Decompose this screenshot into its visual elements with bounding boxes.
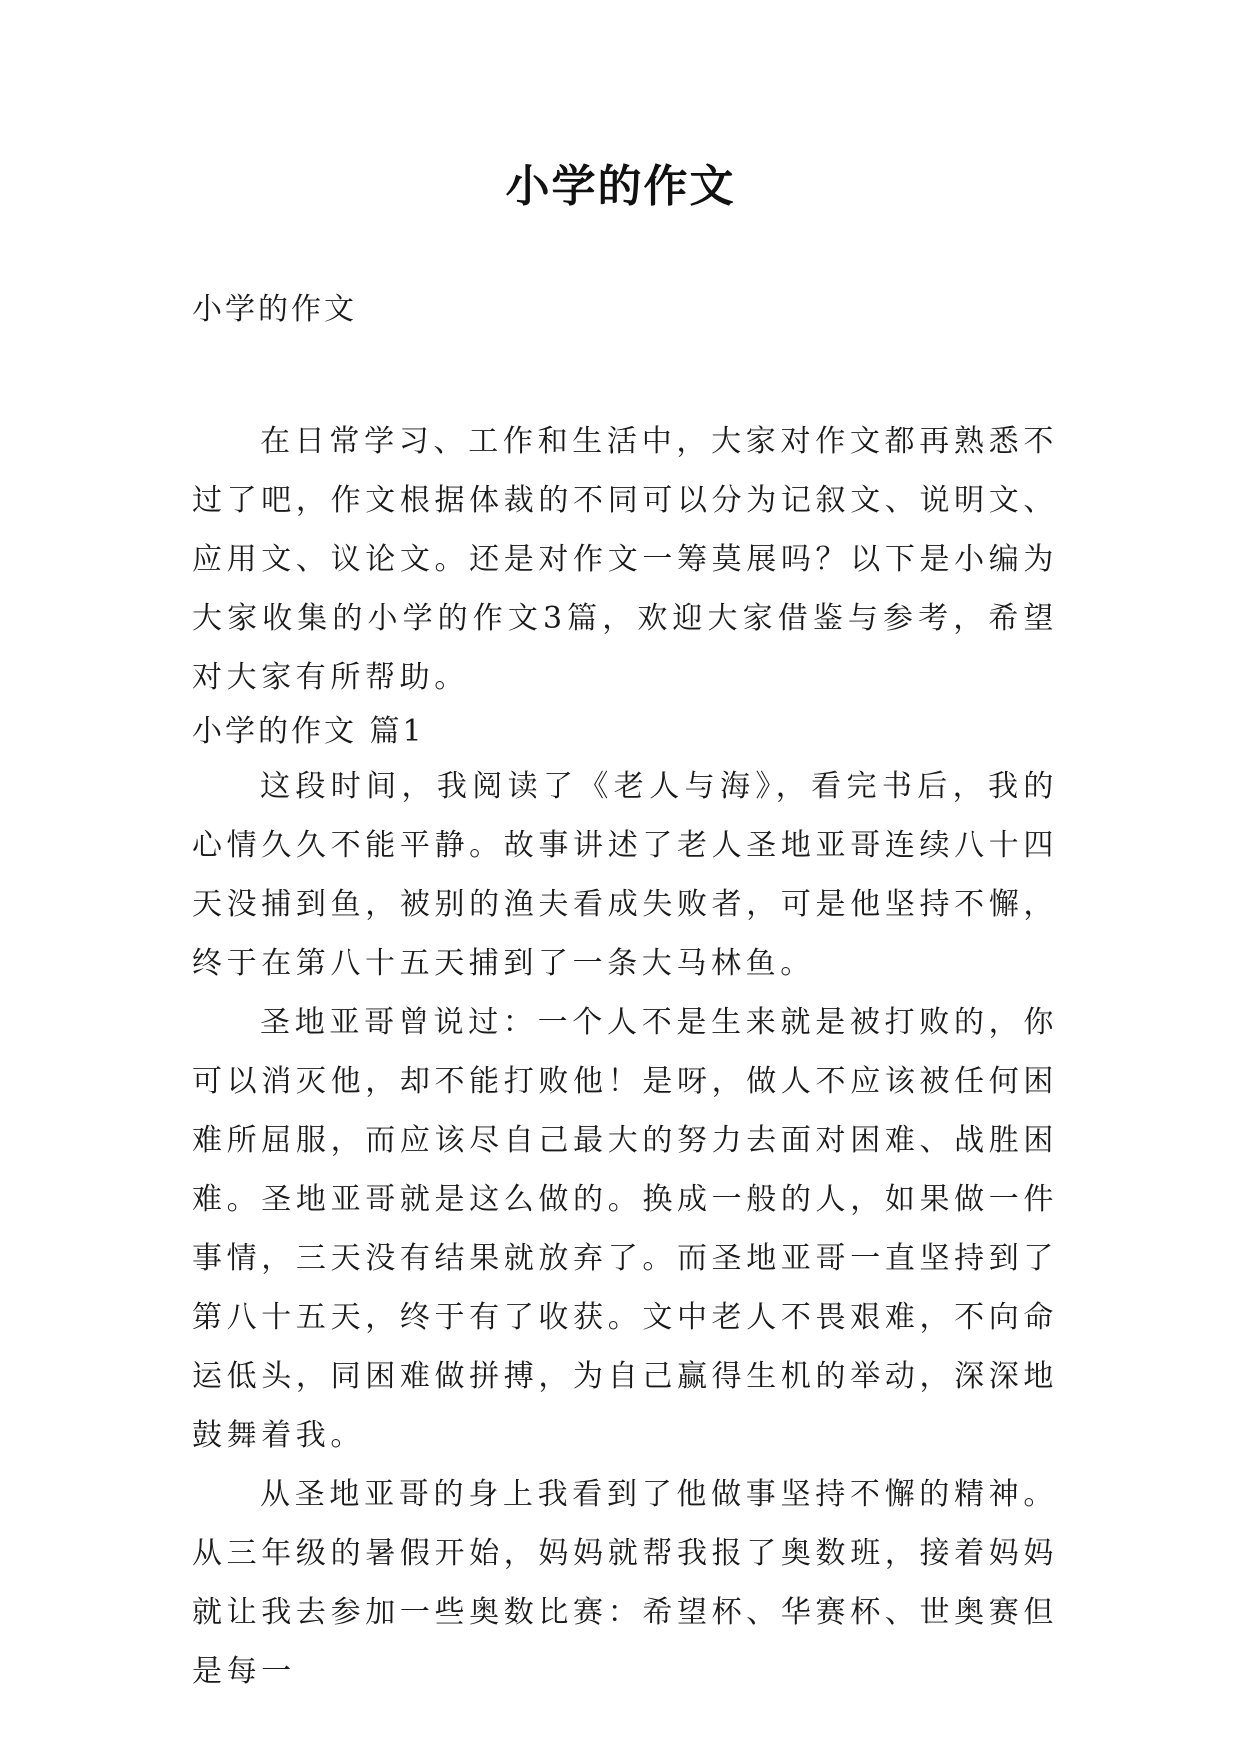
document-subtitle: 小学的作文 [192, 292, 357, 327]
section-heading: 小学的作文 篇1 [192, 714, 425, 749]
body-paragraph-1: 这段时间，我阅读了《老人与海》，看完书后，我的心情久久不能平静。故事讲述了老人圣地亚哥连续八十四天没捕到鱼，被别的渔夫看成失败者，可是他坚持不懈，终于在第八十五天捕到了一条大马林鱼。 [192, 769, 1058, 981]
body-paragraph-3: 从圣地亚哥的身上我看到了他做事坚持不懈的精神。从三年级的暑假开始，妈妈就帮我报了奥数班，接着妈妈就让我去参加一些奥数比赛：希望杯、华赛杯、世奥赛但是每一 [192, 1477, 1058, 1689]
document-title: 小学的作文 [505, 161, 736, 212]
intro-paragraph: 在日常学习、工作和生活中，大家对作文都再熟悉不过了吧，作文根据体裁的不同可以分为记叙文、说明文、应用文、议论文。还是对作文一筹莫展吗？以下是小编为大家收集的小学的作文3篇，欢迎大家借鉴与参考，希望对大家有所帮助。 [192, 424, 1058, 695]
document-body [192, 290, 1058, 1701]
body-paragraph-2: 圣地亚哥曾说过：一个人不是生来就是被打败的，你可以消灭他，却不能打败他！是呀，做人不应该被任何困难所屈服，而应该尽自己最大的努力去面对困难、战胜困难。圣地亚哥就是这么做的。换成一般的人，如果做一件事情，三天没有结果就放弃了。而圣地亚哥一直坚持到了第八十五天，终于有了收获。文中老人不畏艰难，不向命运低头，同困难做拼搏，为自己赢得生机的举动，深深地鼓舞着我。 [192, 1005, 1058, 1453]
